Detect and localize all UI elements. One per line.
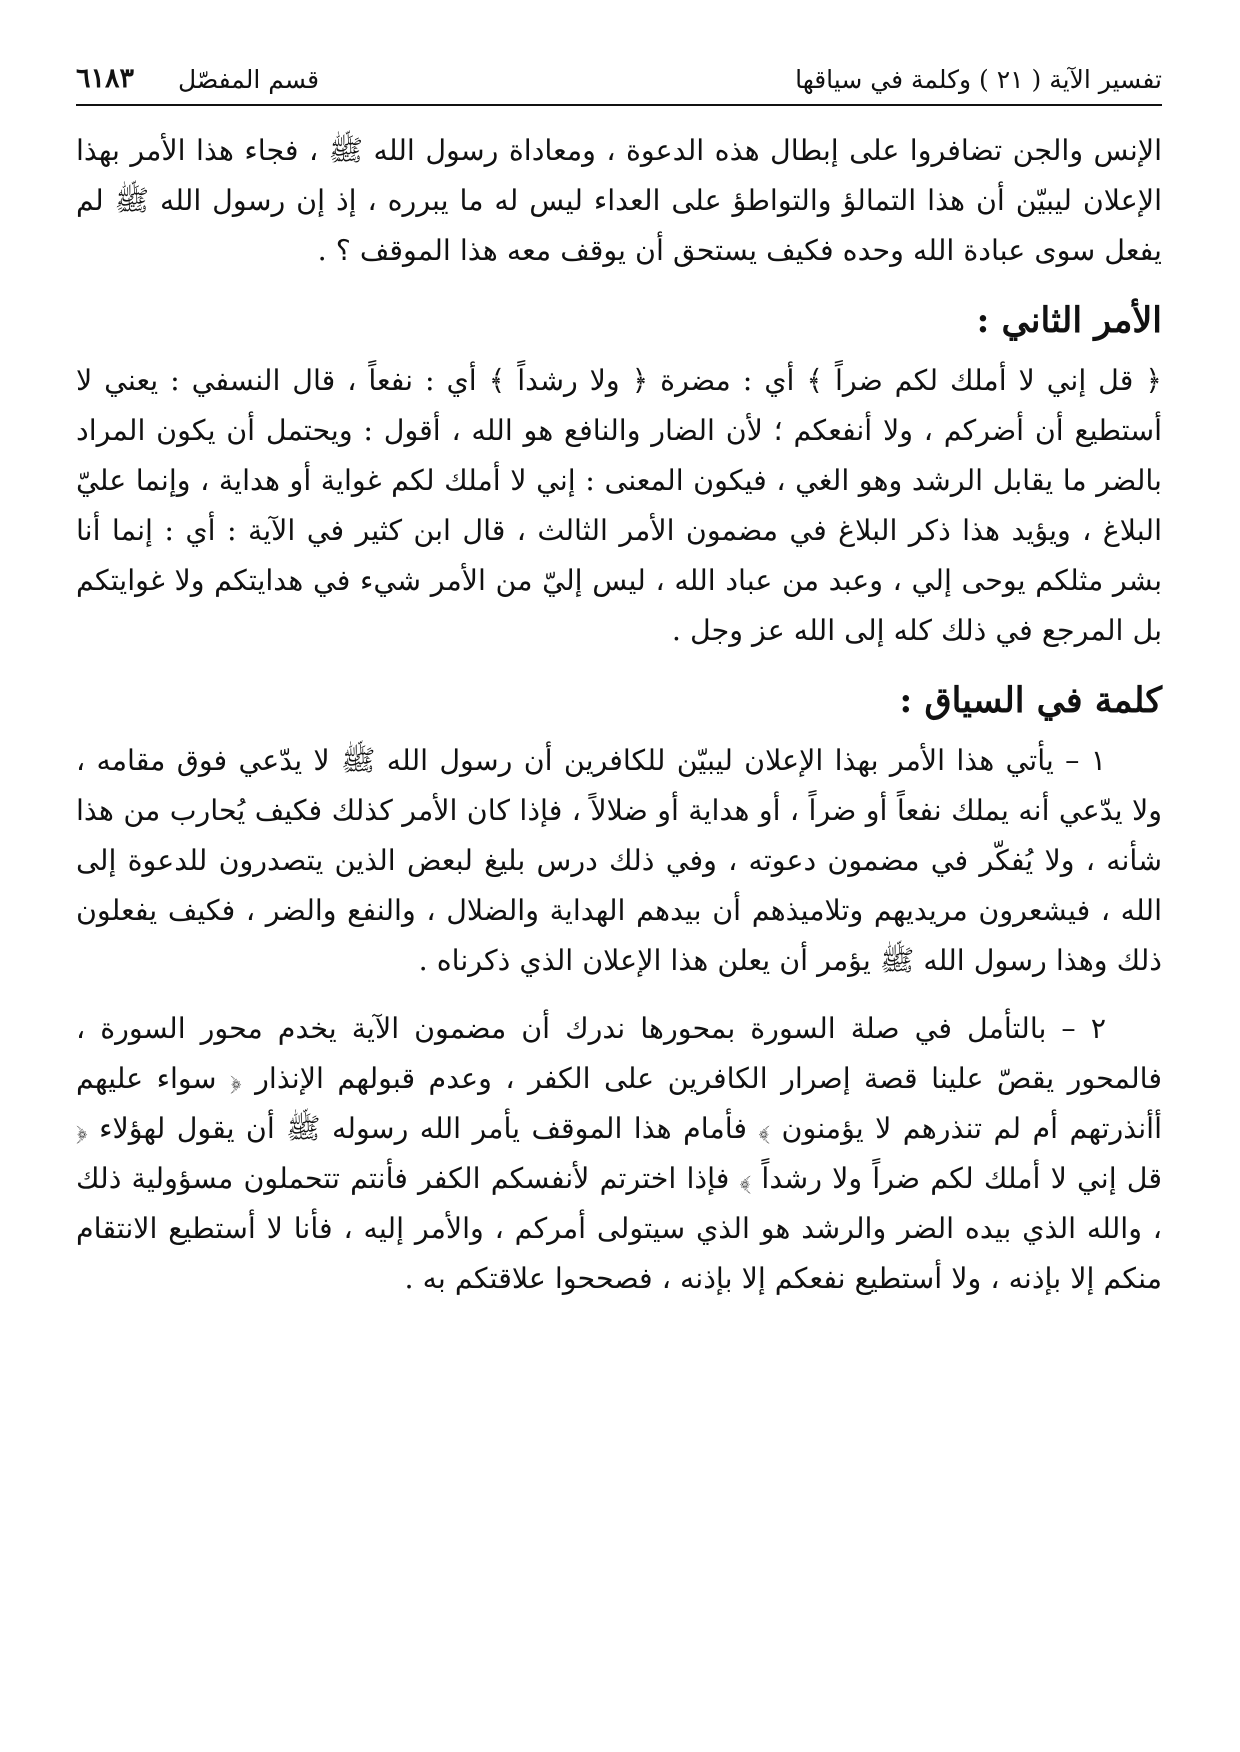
heading-second-matter: الأمر الثاني :	[976, 300, 1162, 341]
running-title: تفسير الآية ( ٢١ ) وكلمة في سياقها	[795, 65, 1162, 94]
page-body	[76, 126, 1162, 1304]
intro-paragraph: الإنس والجن تضافروا على إبطال هذه الدعوة ، ومعاداة رسول الله ﷺ ، فجاء هذا الأمر بهذا الإعلان ليبيّن أن هذا التمالؤ والتواطؤ على العداء ليس له ما يبرره ، إذ إن رسول الله ﷺ لم يفعل سوى عبادة الله وحده فكيف يستحق أن يوقف معه هذا الموقف ؟ .	[76, 134, 1162, 267]
context-point-2: ٢ – بالتأمل في صلة السورة بمحورها ندرك أن مضمون الآية يخدم محور السورة ، فالمحور يقصّ علينا قصة إصرار الكافرين على الكفر ، وعدم قبولهم الإنذار ﴿ سواء عليهم أأنذرتهم أم لم تنذرهم لا يؤمنون ﴾ فأمام هذا الموقف يأمر الله رسوله ﷺ أن يقول لهؤلاء ﴿ قل إني لا أملك لكم ضراً ولا رشداً ﴾ فإذا اخترتم لأنفسكم الكفر فأنتم تتحملون مسؤولية ذلك ، والله الذي بيده الضر والرشد هو الذي سيتولى أمركم ، والأمر إليه ، فأنا لا أستطيع الانتقام منكم إلا بإذنه ، ولا أستطيع نفعكم إلا بإذنه ، فصححوا علاقتكم به .	[76, 1012, 1162, 1295]
header-left-group	[76, 63, 319, 94]
second-matter-paragraph: ﴿ قل إني لا أملك لكم ضراً ﴾ أي : مضرة ﴿ ولا رشداً ﴾ أي : نفعاً ، قال النسفي : يعني لا أستطيع أن أضركم ، ولا أنفعكم ؛ لأن الضار والنافع هو الله ، أقول : ويحتمل أن يكون المراد بالضر ما يقابل الرشد وهو الغي ، فيكون المعنى : إني لا أملك لكم غواية أو هداية ، وإنما عليّ البلاغ ، ويؤيد هذا ذكر البلاغ في مضمون الأمر الثالث ، قال ابن كثير في الآية : أي : إنما أنا بشر مثلكم يوحى إلي ، وعبد من عباد الله ، ليس إليّ من الأمر شيء في هدايتكم ولا غوايتكم بل المرجع في ذلك كله إلى الله عز وجل .	[76, 364, 1162, 647]
section-name: قسم المفصّل	[178, 65, 320, 94]
page-number: ٦١٨٣	[76, 63, 135, 94]
paragraph-gap	[76, 986, 1162, 1004]
page-header	[76, 58, 1162, 106]
context-point-1: ١ – يأتي هذا الأمر بهذا الإعلان ليبيّن للكافرين أن رسول الله ﷺ لا يدّعي فوق مقامه ، ولا يدّعي أنه يملك نفعاً أو ضراً ، أو هداية أو ضلالاً ، فإذا كان الأمر كذلك فكيف يُحارب من هذا شأنه ، ولا يُفكّر في مضمون دعوته ، وفي ذلك درس بليغ لبعض الذين يتصدرون للدعوة إلى الله ، فيشعرون مريديهم وتلاميذهم أن بيدهم الهداية والضلال ، والنفع والضر ، فكيف يفعلون ذلك وهذا رسول الله ﷺ يؤمر أن يعلن هذا الإعلان الذي ذكرناه .	[76, 744, 1162, 977]
heading-context: كلمة في السياق :	[899, 680, 1162, 721]
